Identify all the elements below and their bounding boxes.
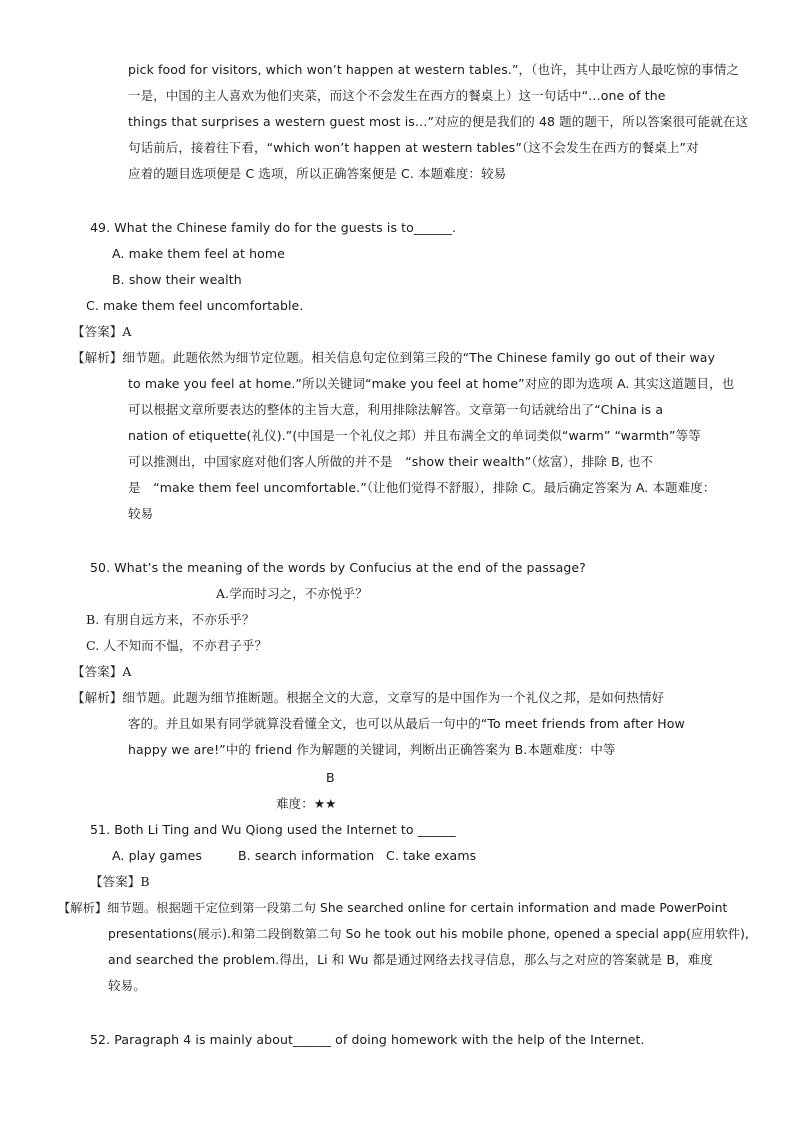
q49-analysis-line-5: 可以推测出，中国家庭对他们客人所做的并不是 “show their wealth”（炫富），排除 B, 也不 bbox=[128, 454, 654, 469]
q50-answer: 【答案】A bbox=[72, 664, 132, 679]
intro-line-2: 一是，中国的主人喜欢为他们夹菜，而这个不会发生在西方的餐桌上）这一句话中“…one of the bbox=[128, 88, 666, 103]
q52-stem: 52. Paragraph 4 is mainly about______ of doing homework with the help of the Internet. bbox=[90, 1032, 645, 1047]
q49-analysis-line-6: 是 “make them feel uncomfortable.”（让他们觉得不舒服），排除 C。最后确定答案为 A. 本题难度： bbox=[128, 480, 716, 495]
q50-analysis-line-2: 客的。并且如果有同学就算没看懂全文，也可以从最后一句中的“To meet friends from after How bbox=[128, 716, 685, 731]
q49-analysis-line-1: 【解析】细节题。此题依然为细节定位题。相关信息句定位到第三段的“The Chinese family go out of their way bbox=[72, 350, 716, 365]
q49-option-a: A. make them feel at home bbox=[112, 246, 285, 261]
q50-analysis-line-1: 【解析】细节题。此题为细节推断题。根据全文的大意，文章写的是中国作为一个礼仪之邦，是如何热情好 bbox=[72, 690, 665, 705]
q51-analysis-line-3: and searched the problem.得出，Li 和 Wu 都是通过网络去找寻信息，那么与之对应的答案就是 B，难度 bbox=[108, 952, 713, 967]
q51-analysis-line-2: presentations(展示).和第二段倒数第二句 So he took out his mobile phone, opened a special app(应用软件), bbox=[108, 927, 750, 941]
difficulty-stars: ★★ bbox=[313, 796, 337, 811]
q51-analysis-line-4: 较易。 bbox=[108, 978, 146, 993]
q51-option-b: B. search information bbox=[238, 848, 375, 863]
q49-answer: 【答案】A bbox=[72, 324, 132, 339]
intro-line-5: 应着的题目选项便是 C 选项，所以正确答案便是 C. 本题难度：较易 bbox=[128, 166, 507, 181]
q49-option-c: C. make them feel uncomfortable. bbox=[86, 298, 304, 313]
q50-extra-answer: B bbox=[326, 770, 335, 785]
q51-answer: 【答案】B bbox=[90, 874, 150, 889]
q50-option-c: C. 人不知而不愠，不亦君子乎？ bbox=[86, 638, 268, 653]
q49-analysis-line-2: to make you feel at home.”所以关键词“make you feel at home”对应的即为选项 A. 其实这道题目，也 bbox=[128, 376, 735, 391]
q51-stem: 51. Both Li Ting and Wu Qiong used the Internet to ______ bbox=[90, 822, 456, 837]
q50-difficulty bbox=[276, 796, 336, 812]
intro-line-1: pick food for visitors, which won’t happen at western tables.”，（也许，其中让西方人最吃惊的事情之 bbox=[128, 62, 740, 77]
difficulty-label: 难度： bbox=[276, 796, 314, 811]
q50-analysis-line-3: happy we are!”中的 friend 作为解题的关键词，判断出正确答案为 B.本题难度：中等 bbox=[128, 742, 616, 757]
q50-stem: 50. What’s the meaning of the words by Confucius at the end of the passage? bbox=[90, 560, 586, 575]
q51-option-c: C. take exams bbox=[386, 848, 477, 863]
q49-analysis-line-4: nation of etiquette(礼仪).”(中国是一个礼仪之邦）并且布满全文的单词类似“warm” “warmth”等等 bbox=[128, 428, 701, 443]
q49-option-b: B. show their wealth bbox=[112, 272, 242, 287]
q49-analysis-line-3: 可以根据文章所要表达的整体的主旨大意，利用排除法解答。文章第一句话就给出了“China is a bbox=[128, 402, 664, 417]
q51-option-a: A. play games bbox=[112, 848, 202, 863]
q49-analysis-line-7: 较易 bbox=[128, 506, 154, 521]
q50-option-b: B. 有朋自远方来，不亦乐乎？ bbox=[86, 612, 255, 627]
q49-stem: 49. What the Chinese family do for the guests is to______. bbox=[90, 220, 457, 235]
q51-analysis-line-1: 【解析】细节题。根据题干定位到第一段第二句 She searched online for certain information and made PowerPoint bbox=[58, 901, 728, 915]
intro-line-3: things that surprises a western guest most is…”对应的便是我们的 48 题的题干，所以答案很可能就在这 bbox=[128, 114, 749, 129]
q50-option-a: A.学而时习之，不亦悦乎？ bbox=[216, 586, 368, 601]
intro-line-4: 句话前后，接着往下看，“which won’t happen at western tables”（这不会发生在西方的餐桌上”对 bbox=[128, 140, 699, 155]
